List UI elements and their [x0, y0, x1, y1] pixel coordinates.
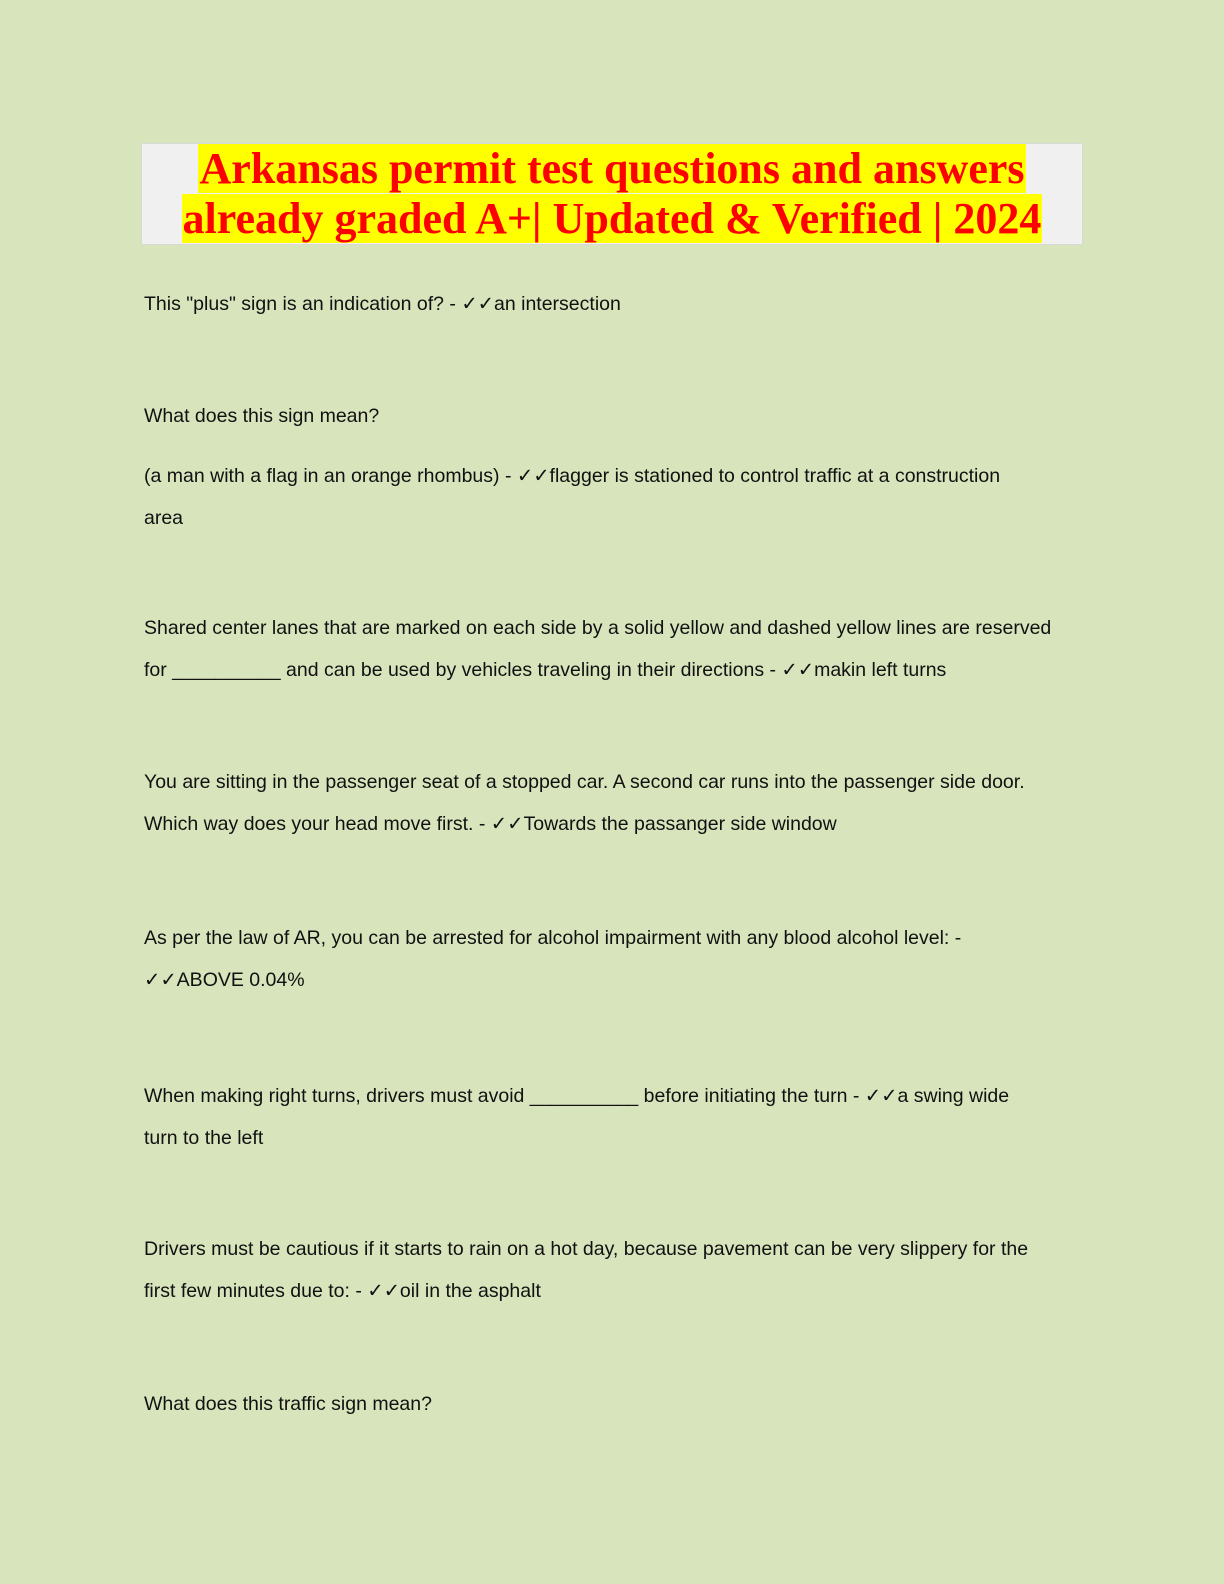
- qa-item: [144, 1228, 1084, 1312]
- qa-text: Which way does your head move first. - ✓✓Towards the passanger side window: [144, 813, 837, 835]
- qa-text: When making right turns, drivers must avoid __________ before initiating the turn - ✓✓a swing wide: [144, 1085, 1010, 1107]
- qa-text: first few minutes due to: - ✓✓oil in the asphalt: [144, 1280, 541, 1302]
- qa-item: [144, 283, 1084, 325]
- qa-item: [144, 917, 1084, 1001]
- qa-item: [144, 1383, 1084, 1425]
- qa-text: You are sitting in the passenger seat of a stopped car. A second car runs into the passenger side door.: [144, 771, 1025, 793]
- title-line-1: Arkansas permit test questions and answers: [199, 144, 1025, 193]
- qa-text: What does this traffic sign mean?: [144, 1393, 432, 1415]
- qa-text: area: [144, 507, 184, 529]
- qa-text: What does this sign mean?: [144, 405, 380, 427]
- qa-text: ✓✓ABOVE 0.04%: [144, 969, 305, 991]
- qa-text: (a man with a flag in an orange rhombus) - ✓✓flagger is stationed to control traffic at a construction: [144, 465, 1001, 487]
- qa-item: [144, 761, 1084, 845]
- qa-text: This "plus" sign is an indication of? - ✓✓an intersection: [144, 293, 621, 315]
- qa-item: [144, 395, 1084, 437]
- qa-item: [144, 455, 1084, 539]
- qa-text: for __________ and can be used by vehicles traveling in their directions - ✓✓makin left turns: [144, 659, 947, 681]
- title-line-2: already graded A+| Updated & Verified | 2024: [182, 194, 1042, 243]
- qa-text: Shared center lanes that are marked on each side by a solid yellow and dashed yellow lines are reserved: [144, 617, 1052, 639]
- document-title: [141, 143, 1083, 245]
- qa-text: Drivers must be cautious if it starts to rain on a hot day, because pavement can be very slippery for the: [144, 1238, 1029, 1260]
- qa-item: [144, 607, 1084, 691]
- qa-text: As per the law of AR, you can be arrested for alcohol impairment with any blood alcohol level: -: [144, 927, 962, 949]
- qa-item: [144, 1075, 1084, 1159]
- qa-text: turn to the left: [144, 1127, 264, 1149]
